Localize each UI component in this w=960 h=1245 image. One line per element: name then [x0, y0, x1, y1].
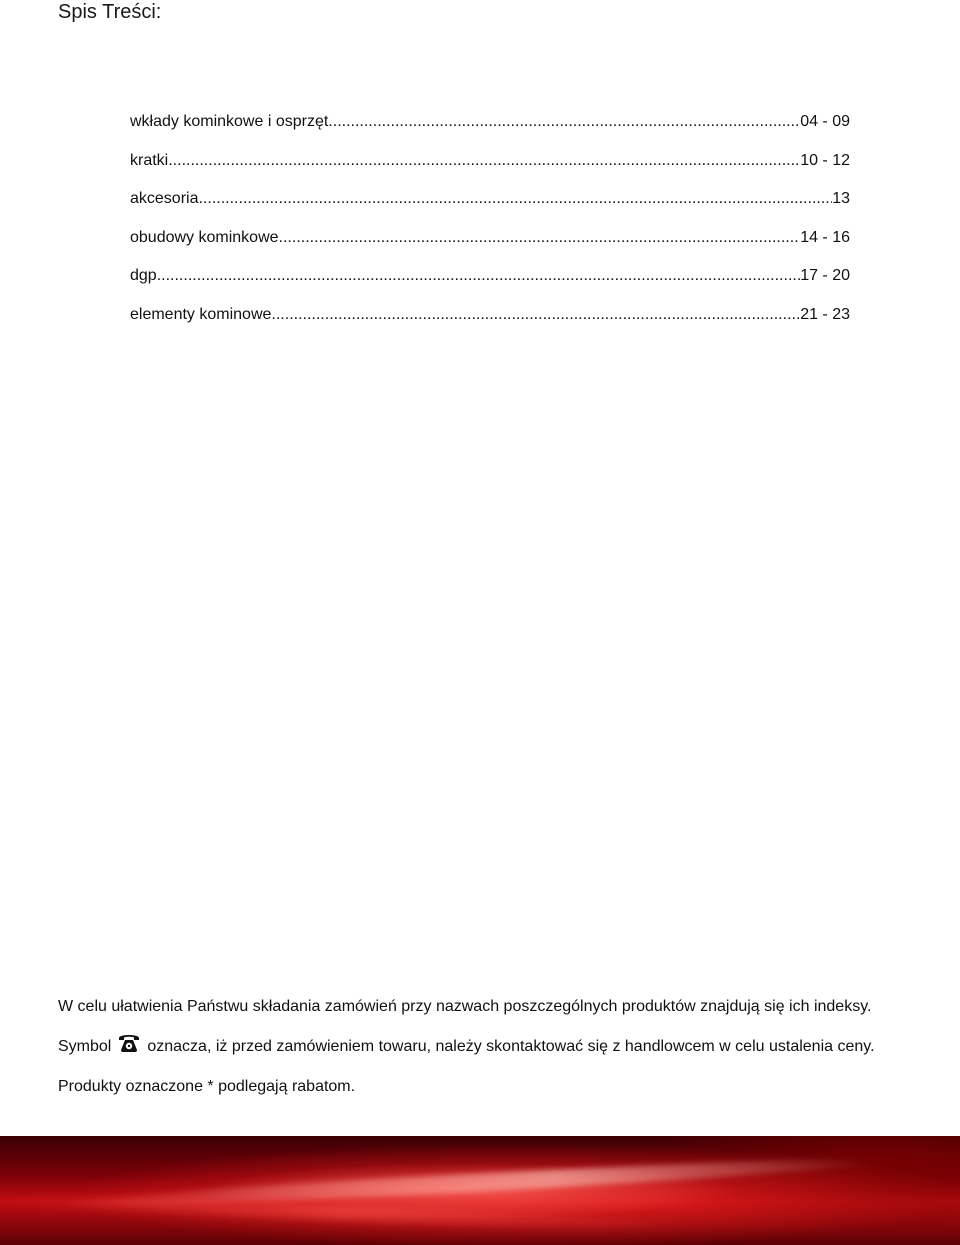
- toc-entry-name: akcesoria: [130, 190, 199, 208]
- page-title: Spis Treści:: [58, 1, 162, 23]
- toc-dot-leader: [279, 227, 801, 249]
- toc-dot-leader: [198, 188, 832, 210]
- toc-entry-name: wkłady kominkowe i osprzęt: [130, 113, 329, 130]
- toc-entry-obudowy: [130, 227, 850, 266]
- toc-entry-elementy: [130, 304, 850, 343]
- note-indexes: W celu ułatwienia Państwu składania zamówień przy nazwach poszczególnych produktów znajdują się ich indeksy.: [58, 998, 872, 1015]
- toc-dot-leader: [328, 111, 800, 133]
- toc-entry-pages: 17 - 20: [800, 267, 850, 285]
- note-symbol-description: oznacza, iż przed zamówieniem towaru, należy skontaktować się z handlowcem w celu ustalenia ceny.: [147, 1038, 875, 1055]
- footer-light-streak: [0, 1194, 700, 1232]
- toc-entry-pages: 14 - 16: [800, 228, 850, 246]
- toc-entry-name: dgp: [130, 267, 157, 285]
- note-discounts: Produkty oznaczone * podlegają rabatom.: [58, 1078, 356, 1095]
- toc-entry-wklady: [130, 111, 850, 150]
- note-symbol-label: Symbol: [58, 1038, 112, 1055]
- toc-entry-kratki: [130, 150, 850, 189]
- toc-entry-pages: 13: [832, 190, 850, 208]
- table-of-contents: [130, 111, 850, 343]
- toc-entry-pages: 10 - 12: [800, 151, 850, 169]
- footer-red-banner: [0, 1136, 960, 1245]
- toc-entry-pages: 21 - 23: [800, 305, 850, 323]
- toc-entry-dgp: [130, 265, 850, 304]
- toc-entry-name: obudowy kominkowe: [130, 228, 279, 246]
- toc-entry-name: kratki: [130, 151, 169, 169]
- note-phone-symbol: [58, 1036, 875, 1058]
- toc-dot-leader: [157, 265, 800, 287]
- toc-entry-pages: 04 - 09: [800, 113, 850, 130]
- toc-entry-akcesoria: [130, 188, 850, 227]
- telephone-icon: [117, 1031, 141, 1055]
- toc-dot-leader: [271, 304, 800, 326]
- toc-dot-leader: [168, 150, 800, 172]
- toc-entry-name: elementy kominowe: [130, 305, 272, 323]
